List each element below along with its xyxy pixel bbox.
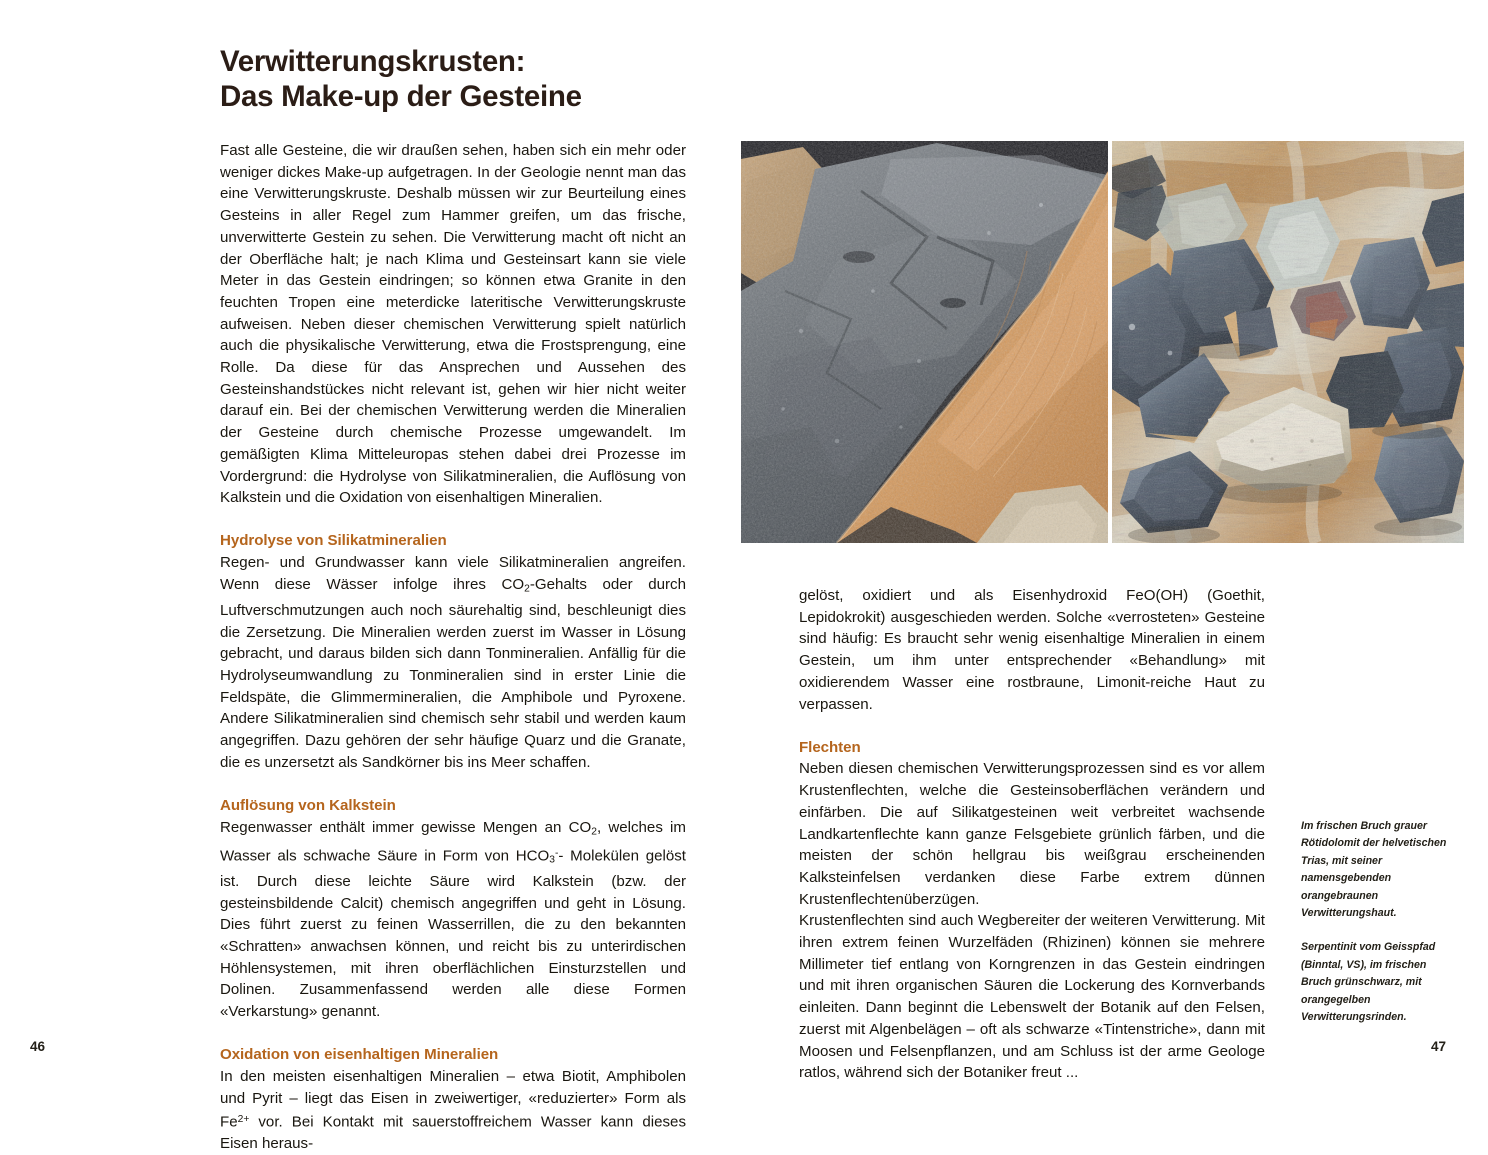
serpentinit-photo bbox=[1112, 141, 1464, 543]
page-title bbox=[220, 44, 740, 114]
section-heading-hydrolyse: Hydrolyse von Silikatmineralien bbox=[220, 532, 447, 550]
hydrolyse-text-part-1: Regen- und Grundwasser kann viele Silikatmineralien angreifen. Wenn diese Wässer infolge ihres CO bbox=[220, 554, 686, 593]
section-body-aufloesung bbox=[220, 817, 686, 1023]
section-body-hydrolyse bbox=[220, 552, 686, 773]
photo-captions bbox=[1301, 818, 1451, 1026]
caption-serpentinit: Serpentinit vom Geisspfad (Binntal, VS), im frischen Bruch grünschwarz, mit orangegelben Verwitterungsrinden. bbox=[1301, 941, 1436, 1024]
continuation-paragraph: gelöst, oxidiert und als Eisenhydroxid FeO(OH) (Goethit, Lepidokrokit) ausgeschieden werden. Solche «verrosteten» Gesteine sind häufig: Es braucht sehr wenig eisenhaltige Mineralien in einem Gestein, um ihm unter entsprechender «Behandlung» mit oxidierendem Wasser eine rostbraune, Limonit-reiche Haut zu verpassen. bbox=[799, 587, 1265, 713]
aufloesung-subscript-1: 2 bbox=[591, 825, 597, 837]
page-number-right: 47 bbox=[1430, 1039, 1446, 1054]
page-number-left: 46 bbox=[30, 1039, 46, 1054]
oxidation-superscript-1: 2+ bbox=[237, 1114, 250, 1126]
caption-roetidolomit: Im frischen Bruch grauer Rötidolomit der helvetischen Trias, mit seiner namensgebenden orangebraunen Verwitterungshaut. bbox=[1301, 820, 1447, 920]
aufloesung-superscript-2: - bbox=[555, 847, 559, 859]
aufloesung-text-part-2: , welches im Wasser als schwache Säure in Form von HCO bbox=[220, 818, 686, 864]
hydrolyse-subscript-1: 2 bbox=[524, 583, 530, 595]
left-text-column bbox=[220, 140, 686, 1155]
section-heading-flechten: Flechten bbox=[799, 738, 861, 756]
aufloesung-text-part-3: - Molekülen gelöst ist. Durch diese leichte Säure wird Kalkstein (bzw. der gesteinsbildende Calcit) chemisch angegriffen und geht in Lösung. Dies führt zuerst zu feinen Wasserrillen, die zu den bekannten «Schratten» anwachsen können, und reicht bis zu unterirdischen Höhlensystemen, mit ihren oberflächlichen Einsturzstellen und Dolinen. Zusammenfassend werden alle diese Formen «Verkarstung» genannt. bbox=[220, 846, 686, 1021]
section-body-oxidation bbox=[220, 1066, 686, 1155]
section-heading-aufloesung: Auflösung von Kalkstein bbox=[220, 796, 396, 814]
page-title-line-1: Verwitterungskrusten: bbox=[220, 45, 526, 78]
intro-paragraph: Fast alle Gesteine, die wir draußen sehen, haben sich ein mehr oder weniger dickes Make-up aufgetragen. In der Geologie nennt man das eine Verwitterungskruste. Deshalb müssen wir zur Beurteilung eines Gesteins in aller Regel zum Hammer greifen, um das frische, unverwitterte Gestein zu sehen. Die Verwitterung macht oft nicht an der Oberfläche halt; je nach Klima und Gesteinsart kann sie viele Meter in das Gestein eindringen; so können etwa Granite in den feuchten Tropen eine meterdicke lateritische Verwitterungskruste aufweisen. Neben dieser chemischen Verwitterung spielt natürlich auch die physikalische Verwitterung, etwa die Frostsprengung, eine Rolle. Da diese für das Ansprechen und Aussehen des Gesteinshandstückes nicht relevant ist, gehen wir hier nicht weiter darauf ein. Bei der chemischen Verwitterung werden die Mineralien der Gesteine durch chemische Prozesse umgewandelt. Im gemäßigten Klima Mitteleuropas stehen dabei drei Prozesse im Vordergrund: die Hydrolyse von Silikatmineralien, die Auflösung von Kalkstein und die Oxidation von eisenhaltigen Mineralien. bbox=[220, 142, 686, 507]
oxidation-text-part-1: In den meisten eisenhaltigen Mineralien – etwa Biotit, Amphibolen und Pyrit – liegt das Eisen in zweiwertiger, «reduzierter» Form als Fe bbox=[220, 1067, 686, 1131]
flechten-paragraph-2: Krustenflechten sind auch Wegbereiter der weiteren Verwitterung. Mit ihren extrem feinen Wurzelfäden (Rhizinen) können sie mehrere Millimeter tief entlang von Korngrenzen in das Gestein eindringen und mit ihren organischen Säuren die Lockerung des Kornverbands einleiten. Dann beginnt die Lebenswelt der Botanik auf den Felsen, zuerst mit Algenbelägen – oft als schwarze «Tintenstriche», dann mit Moosen und Felsenpflanzen, und am Schluss ist der arme Geologe ratlos, während sich der Botaniker freut ... bbox=[799, 912, 1265, 1082]
right-text-column bbox=[799, 585, 1265, 1084]
aufloesung-text-part-1: Regenwasser enthält immer gewisse Mengen an CO bbox=[220, 818, 592, 836]
aufloesung-subscript-2: 3 bbox=[549, 854, 555, 866]
oxidation-text-part-2: vor. Bei Kontakt mit sauerstoffreichem Wasser kann dieses Eisen heraus- bbox=[220, 1113, 686, 1153]
section-heading-oxidation: Oxidation von eisenhaltigen Mineralien bbox=[220, 1046, 499, 1064]
page-title-line-2: Das Make-up der Gesteine bbox=[220, 80, 582, 113]
roetidolomit-photo bbox=[741, 141, 1108, 543]
hydrolyse-text-part-2: -Gehalts oder durch Luftverschmutzungen auch noch säurehaltig sind, beschleunigt dies die Zersetzung. Die Mineralien werden zuerst im Wasser in Lösung gebracht, und daraus bilden sich dann Tonmineralien. Anfällig für die Hydrolyseumwandlung zu Tonmineralien sind in erster Linie die Feldspäte, die Glimmermineralien, die Amphibole und Pyroxene. Andere Silikatmineralien sind chemisch sehr stabil und werden kaum angegriffen. Dazu gehören der sehr häufige Quarz und die Granate, die es unzersetzt als Sandkörner bis ins Meer schaffen. bbox=[220, 575, 686, 771]
flechten-paragraph-1: Neben diesen chemischen Verwitterungsprozessen sind es vor allem Krustenflechten, welche die Gesteinsoberflächen verändern und einfärben. Die auf Silikatgesteinen weit verbreitet wachsende Landkartenflechte kann ganze Felsgebiete grünlich färben, und die meisten der schön hellgrau bis weißgrau erscheinenden Kalksteinfelsen verdanken diese Farbe extrem dünnen Krustenflechtenüberzügen. bbox=[799, 760, 1265, 908]
